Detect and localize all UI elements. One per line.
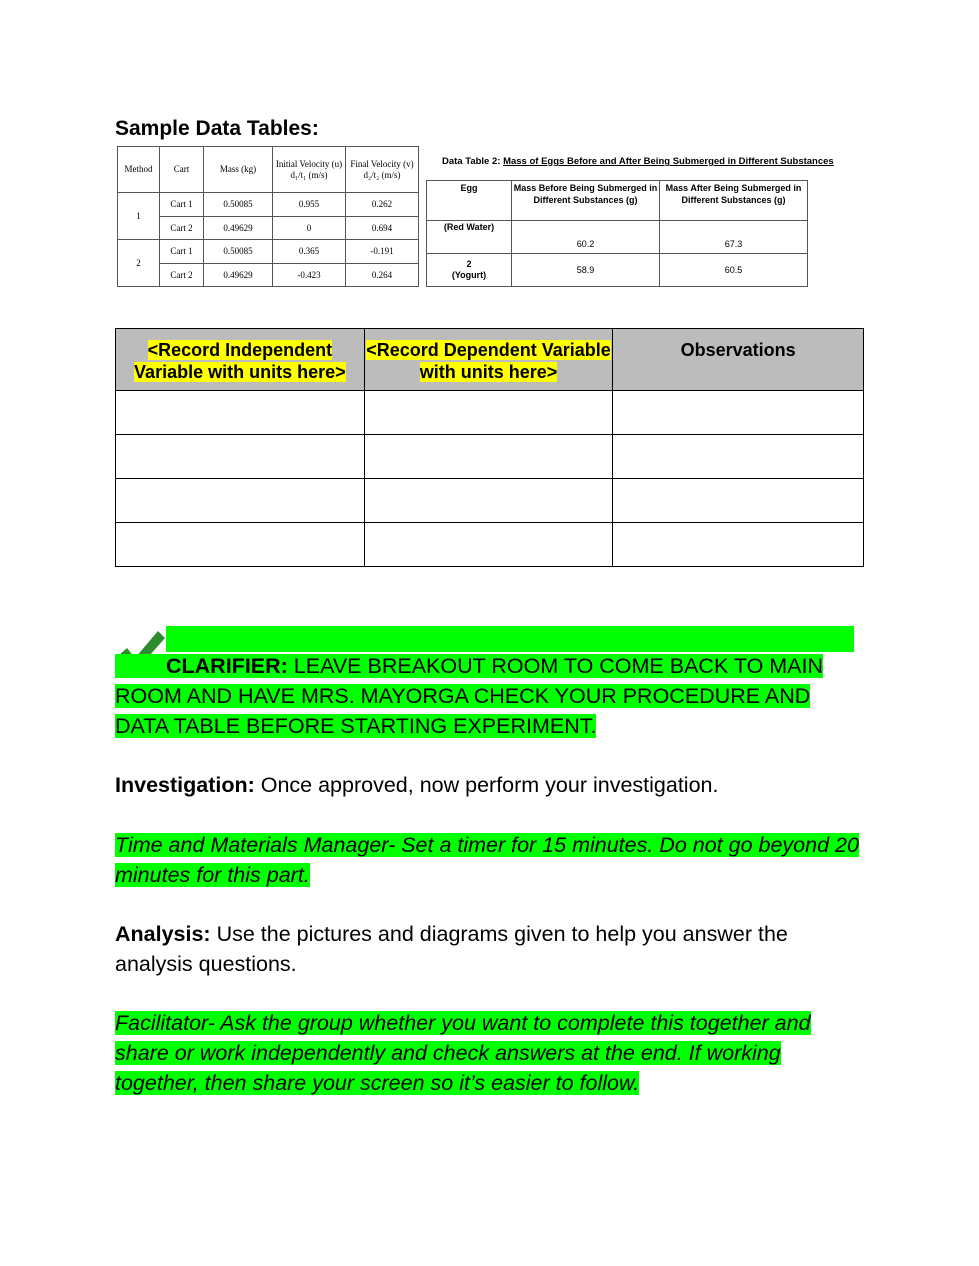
- table-cell[interactable]: [364, 523, 613, 567]
- table-cell[interactable]: [116, 435, 365, 479]
- table-header-row: [427, 181, 808, 221]
- investigation-text: Once approved, now perform your investigation.: [254, 773, 719, 797]
- table-row: [116, 523, 864, 567]
- egg-table-title: [442, 156, 834, 168]
- egg-cell: [427, 221, 512, 254]
- egg-number: 2: [466, 259, 472, 269]
- initial-velocity-cell: -0.423: [273, 264, 346, 287]
- independent-variable-header: [116, 329, 365, 391]
- table-cell[interactable]: [613, 435, 864, 479]
- egg-cell: [427, 254, 512, 287]
- table-header-cell: Method: [118, 147, 160, 193]
- table-header-cell: Cart: [160, 147, 204, 193]
- table-cell[interactable]: [364, 391, 613, 435]
- sample-table-eggs: [426, 180, 808, 287]
- analysis-label: Analysis:: [115, 922, 211, 946]
- analysis-paragraph: [115, 919, 865, 979]
- initial-velocity-cell: 0.955: [273, 193, 346, 217]
- egg-table-title-prefix: Data Table 2:: [442, 156, 504, 167]
- egg-substance: (Yogurt): [451, 270, 487, 280]
- table-header-cell: Initial Velocity (u) d₁/t₁ (m/s): [273, 147, 346, 193]
- clarifier-text: [115, 654, 823, 738]
- analysis-text: Use the pictures and diagrams given to help you answer the analysis questions.: [115, 922, 788, 976]
- mass-cell: 0.49629: [204, 217, 273, 240]
- table-row: [118, 193, 419, 217]
- table-row: [427, 221, 808, 254]
- final-velocity-cell: 0.264: [346, 264, 419, 287]
- sample-tables-title: Sample Data Tables:: [115, 117, 319, 140]
- table-header-cell: Mass After Being Submerged in Different Substances (g): [660, 181, 808, 221]
- time-manager-text: Time and Materials Manager- Set a timer for 15 minutes. Do not go beyond 20 minutes for this part.: [115, 833, 859, 887]
- mass-cell: 0.50085: [204, 240, 273, 264]
- table-header-cell: Mass (kg): [204, 147, 273, 193]
- method-cell: 1: [118, 193, 160, 240]
- mass-cell: 0.50085: [204, 193, 273, 217]
- table-header-row: [118, 147, 419, 193]
- facilitator-text: Facilitator- Ask the group whether you want to complete this together and share or work independently and check answers at the end. If working together, then share your screen so it’s easier to follow.: [115, 1011, 811, 1095]
- clarifier-note: [115, 651, 865, 741]
- method-cell: 2: [118, 240, 160, 287]
- clarifier-label: CLARIFIER:: [166, 654, 288, 678]
- egg-table-title-text: Mass of Eggs Before and After Being Submerged in Different Substances: [503, 156, 834, 167]
- mass-cell: 0.49629: [204, 264, 273, 287]
- investigation-paragraph: [115, 770, 865, 800]
- table-row: [118, 217, 419, 240]
- independent-variable-label: <Record Independent Variable with units here>: [134, 340, 346, 382]
- cart-cell: Cart 2: [160, 217, 204, 240]
- table-cell[interactable]: [116, 523, 365, 567]
- clarifier-body: LEAVE BREAKOUT ROOM TO COME BACK TO MAIN ROOM AND HAVE MRS. MAYORGA CHECK YOUR PROCEDURE AND DATA TABLE BEFORE STARTING EXPERIMENT.: [115, 654, 824, 738]
- table-row: [118, 264, 419, 287]
- table-row: [427, 254, 808, 287]
- dependent-variable-header: [364, 329, 613, 391]
- cart-cell: Cart 1: [160, 240, 204, 264]
- mass-before-cell: 60.2: [512, 221, 660, 254]
- table-header-row: [116, 329, 864, 391]
- time-manager-paragraph: [115, 830, 865, 890]
- mass-after-cell: 60.5: [660, 254, 808, 287]
- initial-velocity-cell: 0.365: [273, 240, 346, 264]
- final-velocity-cell: 0.694: [346, 217, 419, 240]
- table-cell[interactable]: [116, 391, 365, 435]
- clarifier-highlight-top: [166, 626, 854, 652]
- table-header-cell: Mass Before Being Submerged in Different Substances (g): [512, 181, 660, 221]
- table-cell[interactable]: [613, 391, 864, 435]
- cart-cell: Cart 2: [160, 264, 204, 287]
- mass-before-cell: 58.9: [512, 254, 660, 287]
- table-row: [118, 240, 419, 264]
- table-row: [116, 479, 864, 523]
- table-row: [116, 391, 864, 435]
- final-velocity-cell: 0.262: [346, 193, 419, 217]
- data-table: [115, 328, 864, 567]
- table-cell[interactable]: [364, 479, 613, 523]
- sample-table-momentum: [117, 146, 419, 287]
- cart-cell: Cart 1: [160, 193, 204, 217]
- facilitator-paragraph: [115, 1008, 865, 1098]
- table-cell[interactable]: [613, 479, 864, 523]
- table-cell[interactable]: [116, 479, 365, 523]
- egg-substance: (Red Water): [443, 222, 495, 232]
- table-row: [116, 435, 864, 479]
- table-cell[interactable]: [364, 435, 613, 479]
- dependent-variable-label: <Record Dependent Variable with units here>: [366, 340, 611, 382]
- mass-after-cell: 67.3: [660, 221, 808, 254]
- table-cell[interactable]: [613, 523, 864, 567]
- table-header-cell: Final Velocity (v) d₂/t₂ (m/s): [346, 147, 419, 193]
- final-velocity-cell: -0.191: [346, 240, 419, 264]
- observations-header: Observations: [613, 329, 864, 391]
- table-header-cell: Egg: [427, 181, 512, 221]
- investigation-label: Investigation:: [115, 773, 255, 797]
- initial-velocity-cell: 0: [273, 217, 346, 240]
